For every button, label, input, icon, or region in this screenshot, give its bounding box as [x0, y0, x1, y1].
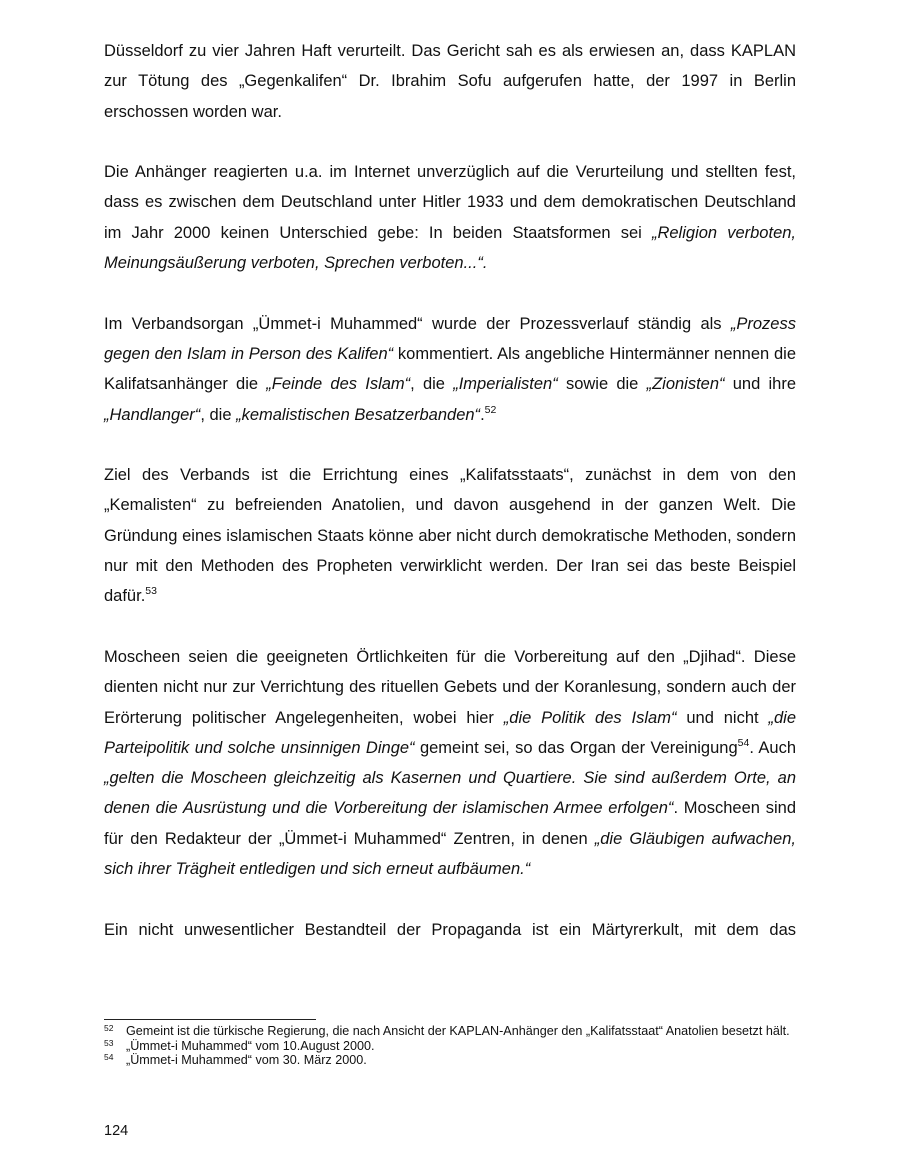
footnote-text: „Ümmet-i Muhammed“ vom 10.August 2000. [126, 1038, 375, 1053]
quote: „Zionisten“ [646, 375, 725, 394]
footnote-ref-54[interactable]: 54 [737, 736, 750, 749]
body-text [104, 36, 796, 975]
quote: „die Parteipolitik und solche unsinnigen Dinge“ [104, 708, 796, 757]
footnote-separator [104, 1019, 316, 1020]
footnote-ref-53[interactable]: 53 [145, 585, 157, 598]
quote: „Imperialisten“ [453, 375, 558, 394]
paragraph-2: Die Anhänger reagierten u.a. im Internet unverzüglich auf die Verurteilung und stellten fest, dass es zwischen dem Deutschland unter Hitler 1933 und dem demokratischen Deutschland im Jahr 2000 keinen Unterschied gebe: In beiden Staatsformen sei „Religion verboten, Meinungsäußerung verboten, Sprechen verboten...“. [104, 163, 797, 273]
quote: „Religion verboten, Meinungsäußerung verboten, Sprechen verboten...“. [104, 223, 797, 273]
quote: „die Politik des Islam“ [503, 708, 677, 727]
footnote-number: 54 [104, 1052, 114, 1063]
footnote-54 [104, 1053, 796, 1068]
quote: „die Gläubigen aufwachen, sich ihrer Trägheit entledigen und sich erneut aufbäumen.“ [104, 829, 796, 879]
paragraph-4: Ziel des Verbands ist die Errichtung eines „Kalifatsstaats“, zunächst in dem von den „Kemalisten“ zu befreienden Anatolien, und davon ausgehend in der ganzen Welt. Die Gründung eines islamischen Staats könne aber nicht durch demokratische Methoden, sondern nur mit den Methoden des Propheten verwirklicht werden. Der Iran sei das beste Beispiel dafür.$^{53}$ [104, 466, 796, 606]
paragraph-6: Ein nicht unwesentlicher Bestandteil der Propaganda ist ein Märtyrerkult, mit dem das [104, 920, 796, 939]
footnote-52 [104, 1024, 796, 1039]
quote: „Prozess gegen den Islam in Person des Kalifen“ [104, 314, 796, 363]
quote: „Feinde des Islam“ [266, 375, 411, 394]
footnote-number: 53 [104, 1037, 114, 1048]
quote: „kemalistischen Besatzerbanden“ [236, 405, 481, 424]
page-number: 124 [104, 1123, 129, 1139]
footnote-53 [104, 1039, 796, 1054]
paragraph-3: Im Verbandsorgan „Ümmet-i Muhammed“ wurde der Prozessverlauf ständig als „Prozess gegen den Islam in Person des Kalifen“ kommentiert. Als angebliche Hintermänner nennen die Kalifatsanhänger die „Feinde des Islam“, die „Imperialisten“ sowie die „Zionisten“ und ihre „Handlanger“, die „kemalistischen Besatzerbanden“.$^{52}$ [104, 314, 796, 424]
quote: „gelten die Moscheen gleichzeitig als Kasernen und Quartiere. Sie sind außerdem Orte, an denen die Ausrüstung und die Vorbereitung der islamischen Armee erfolgen“ [104, 769, 796, 818]
footnotes [104, 1024, 796, 1068]
footnote-ref-52[interactable]: 52 [484, 403, 497, 416]
paragraph-5: Moscheen seien die geeigneten Örtlichkeiten für die Vorbereitung auf den „Djihad“. Diese dienten nicht nur zur Verrichtung des rituellen Gebets und der Koranlesung, sondern auch der Erörterung politischer Angelegenheiten, wobei hier „die Politik des Islam“ und nicht „die Parteipolitik und solche unsinnigen Dinge“ gemeint sei, so das Organ der Vereinigung$^{54}$. Auch „gelten die Moscheen gleichzeitig als Kasernen und Quartiere. Sie sind außerdem Orte, an denen die Ausrüstung und die Vorbereitung der islamischen Armee erfolgen“. Moscheen sind für den Redakteur der „Ümmet-i Muhammed“ Zentren, in denen „die Gläubigen aufwachen, sich ihrer Trägheit entledigen und sich erneut aufbäumen.“ [104, 647, 796, 879]
paragraph-1: Düsseldorf zu vier Jahren Haft verurteilt. Das Gericht sah es als erwiesen an, dass KAPLAN zur Tötung des „Gegenkalifen“ Dr. Ibrahim Sofu aufgerufen hatte, der 1997 in Berlin erschossen worden war. [104, 42, 796, 121]
footnote-text: „Ümmet-i Muhammed“ vom 30. März 2000. [126, 1053, 367, 1068]
quote: „Handlanger“ [104, 405, 201, 424]
footnote-text: Gemeint ist die türkische Regierung, die nach Ansicht der KAPLAN-Anhänger den „Kalifatsstaat“ Anatolien besetzt hält. [126, 1024, 790, 1038]
footnote-number: 52 [104, 1023, 114, 1033]
